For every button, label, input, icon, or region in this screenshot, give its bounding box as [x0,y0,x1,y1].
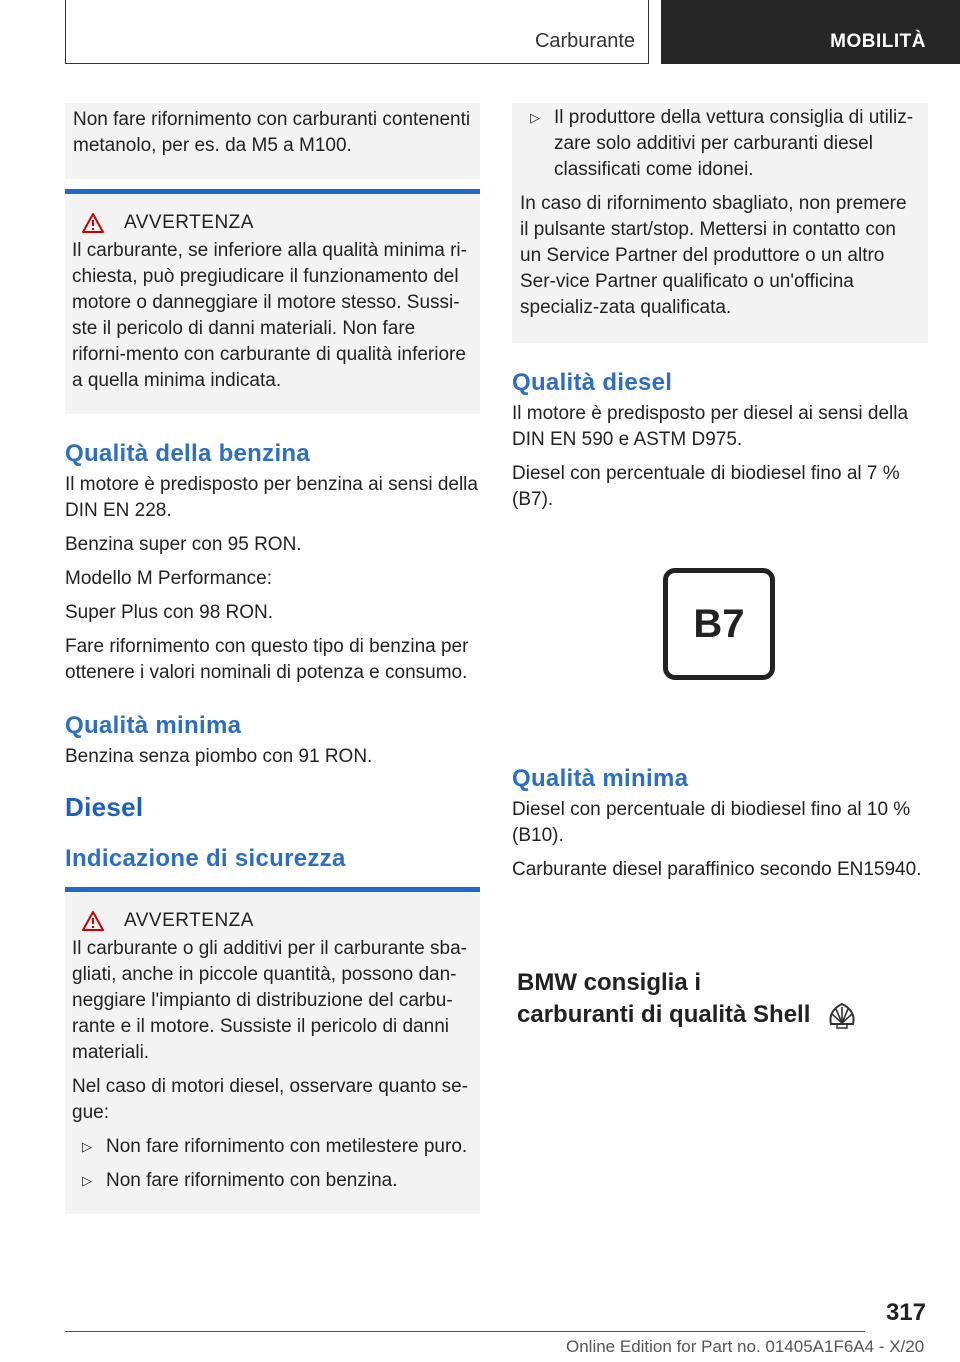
warning-triangle-icon [82,911,104,931]
b7-fuel-label: B7 [663,568,775,680]
note-text: Non fare rifornimento con carburanti contenenti metanolo, per es. da M5 a M100. [73,109,471,156]
warning-title: AVVERTENZA [72,212,472,234]
right-column [512,103,928,513]
shell-logo-icon [826,1001,858,1029]
heading-minima-benzina: Qualità minima [65,712,242,739]
heading-minima-diesel: Qualità minima [512,765,689,792]
footer-divider [65,1331,865,1332]
heading-benzina: Qualità della benzina [65,440,311,467]
header-chapter-tab [661,0,960,64]
warning-title: AVVERTENZA [72,910,472,932]
shell-recommendation: BMW consiglia i carburanti di qualità Shell [517,967,858,1031]
section-minima-diesel: Qualità minima Diesel con percentuale di biodiesel fino al 10 % (B10). Carburante diesel paraffinico secondo EN15940. [512,765,928,883]
triangle-bullet-icon: ▷ [82,1139,92,1154]
list-item: ▷ Non fare rifornimento con benzina. [72,1168,472,1194]
header-section-title: Carburante [534,30,635,52]
list-item: ▷ Non fare rifornimento con metilestere puro. [72,1134,472,1160]
heading-diesel-quality: Qualità diesel [512,369,673,396]
section-minima-benzina: Qualità minima Benzina senza piombo con 91 RON. [65,712,480,770]
list-item: ▷ Il produttore della vettura consiglia di utiliz-zare solo additivi per carburanti diesel classificati come idonei. [530,107,914,180]
warning-bullet-list [72,1134,472,1194]
warning-triangle-icon [82,213,104,233]
warning-box-quality [65,189,480,414]
header-chapter-label: MOBILITÀ [830,31,926,52]
warning-text: Il carburante, se inferiore alla qualità minima ri-chiesta, può pregiudicare il funzionamento del motore o danneggiare il motore stesso. Sussi-ste il pericolo di danni materiali. Non fare riforni-mento con carburante di qualità inferiore a quella minima indicata. [72,240,467,391]
warning-box-diesel: AVVERTENZA Il carburante o gli additivi per il carburante sba-gliati, anche in piccole quantità, possono dan-neggiare l'impianto di distribuzione del carbu-rante e il motore. Sussiste il pericolo di danni materiali. Nel caso di motori diesel, osservare quanto se-gue: ▷ Non fare rifornimento con metilestere puro. ▷ Non fare rifornimento con benzina. [65,887,480,1214]
triangle-bullet-icon: ▷ [82,1173,92,1188]
heading-diesel: Diesel [65,792,144,822]
note-box-methanol [65,103,480,179]
section-benzina: Qualità della benzina Il motore è predisposto per benzina ai sensi della DIN EN 228. Benzina super con 95 RON. Modello M Performance: Super Plus con 98 RON. Fare rifornimento con questo tipo di benzina per ottenere i valori nominali di potenza e consumo. [65,440,480,686]
edition-text: Online Edition for Part no. 01405A1F6A4 - X/20 [566,1337,925,1356]
triangle-bullet-icon: ▷ [530,110,540,125]
page-number: 317 [885,1299,926,1326]
note-box-additives: ▷ Il produttore della vettura consiglia di utiliz-zare solo additivi per carburanti diesel classificati come idonei. In caso di rifornimento sbagliato, non premere il pulsante start/stop. Mettersi in contatto con un Service Partner del produttore o un altro Ser-vice Partner qualificato o un'officina specializ-zata qualificata. [512,103,928,343]
heading-sicurezza: Indicazione di sicurezza [65,845,346,872]
section-diesel-quality: Qualità diesel Il motore è predisposto per diesel ai sensi della DIN EN 590 e ASTM D975. Diesel con percentuale di biodiesel fino al 7 % (B7). [512,369,928,513]
left-column [65,103,480,1214]
